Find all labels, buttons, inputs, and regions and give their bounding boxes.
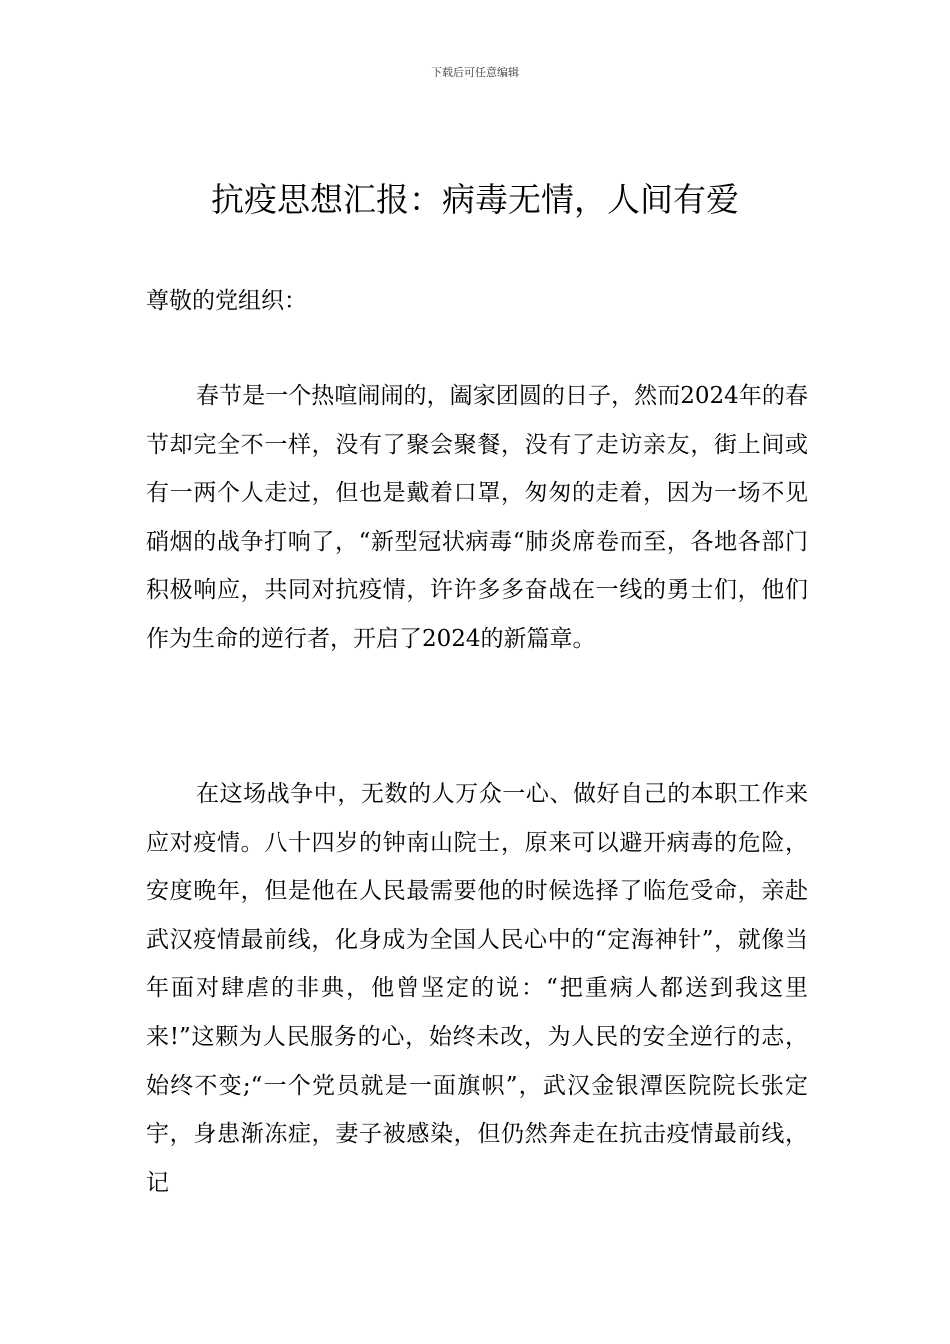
document-title: 抗疫思想汇报：病毒无情，人间有爱 [211,180,739,219]
paragraph-1: 春节是一个热喧闹闹的，阖家团圆的日子，然而2024年的春节却完全不一样，没有了聚会聚餐，没有了走访亲友，街上间或有一两个人走过，但也是戴着口罩，匆匆的走着，因为一场不见硝烟的战争打响了，“新型冠状病毒“肺炎席卷而至，各地各部门积极响应，共同对抗疫情，许许多多奋战在一线的勇士们，他们作为生命的逆行者，开启了2024的新篇章。 [146,383,808,652]
header-note: 下载后可任意编辑 [431,66,519,79]
salutation: 尊敬的党组织： [146,288,307,314]
paragraph-2: 在这场战争中，无数的人万众一心、做好自己的本职工作来应对疫情。八十四岁的钟南山院士，原来可以避开病毒的危险，安度晚年，但是他在人民最需要他的时候选择了临危受命，亲赴武汉疫情最前线，化身成为全国人民心中的“定海神针”，就像当年面对肆虐的非典，他曾坚定的说：“把重病人都送到我这里来!”这颗为人民服务的心，始终未改，为人民的安全逆行的志，始终不变;“一个党员就是一面旗帜”，武汉金银潭医院院长张定宇，身患渐冻症，妻子被感染，但仍然奔走在抗击疫情最前线，记 [146,781,808,1196]
